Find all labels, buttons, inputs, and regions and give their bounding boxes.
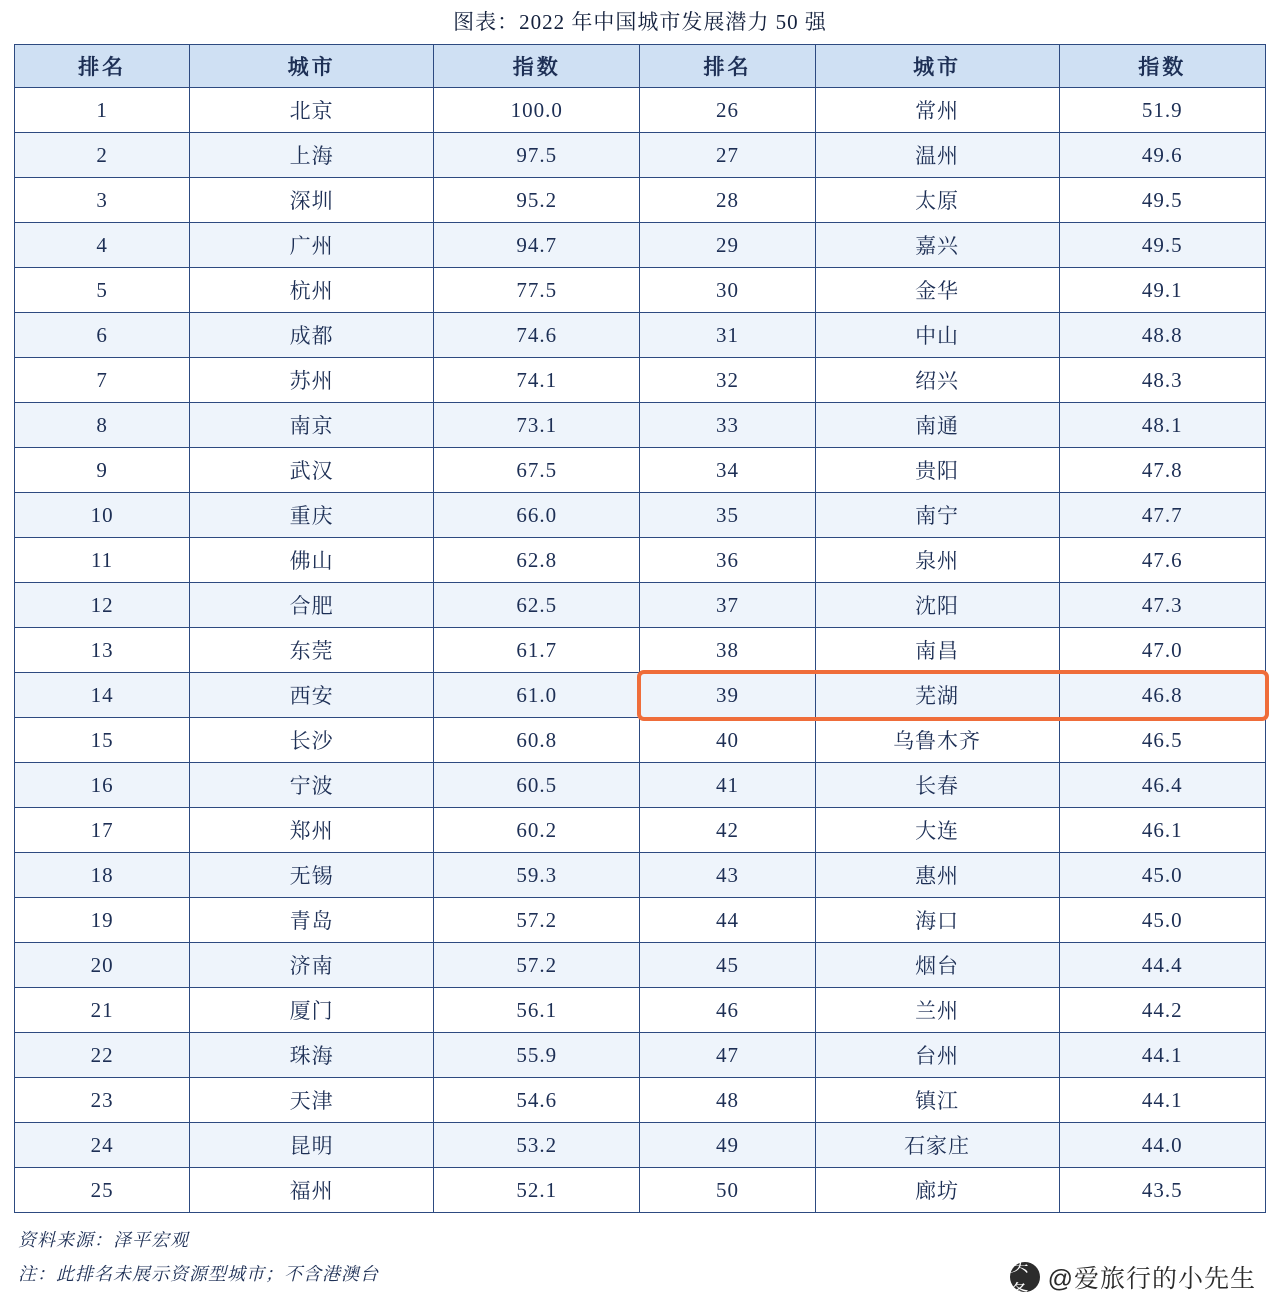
cell-city-left: 深圳: [190, 178, 434, 223]
cell-city-left: 北京: [190, 88, 434, 133]
cell-index-right: 47.3: [1059, 583, 1265, 628]
cell-rank-left: 23: [15, 1078, 190, 1123]
cell-index-left: 60.8: [434, 718, 640, 763]
cell-index-right: 47.0: [1059, 628, 1265, 673]
cell-rank-right: 37: [640, 583, 815, 628]
column-header-rank-left: 排名: [15, 45, 190, 88]
cell-index-left: 95.2: [434, 178, 640, 223]
cell-rank-left: 16: [15, 763, 190, 808]
cell-city-right: 惠州: [815, 853, 1059, 898]
cell-index-left: 94.7: [434, 223, 640, 268]
cell-city-left: 郑州: [190, 808, 434, 853]
table-row: [15, 583, 1266, 628]
cell-index-right: 49.6: [1059, 133, 1265, 178]
table-row: [15, 133, 1266, 178]
cell-city-left: 南京: [190, 403, 434, 448]
cell-rank-right: 26: [640, 88, 815, 133]
cell-city-left: 昆明: [190, 1123, 434, 1168]
cell-rank-left: 8: [15, 403, 190, 448]
cell-city-right: 南宁: [815, 493, 1059, 538]
cell-rank-right: 40: [640, 718, 815, 763]
watermark: [1009, 1255, 1256, 1303]
cell-rank-left: 24: [15, 1123, 190, 1168]
table-row: [15, 358, 1266, 403]
cell-index-right: 44.0: [1059, 1123, 1265, 1168]
cell-rank-left: 25: [15, 1168, 190, 1213]
cell-city-left: 济南: [190, 943, 434, 988]
cell-rank-right: 31: [640, 313, 815, 358]
cell-index-left: 67.5: [434, 448, 640, 493]
cell-rank-right: 42: [640, 808, 815, 853]
cell-index-right: 44.4: [1059, 943, 1265, 988]
table-row: [15, 673, 1266, 718]
table-row: [15, 988, 1266, 1033]
table-row: [15, 223, 1266, 268]
cell-city-left: 成都: [190, 313, 434, 358]
cell-index-left: 62.8: [434, 538, 640, 583]
table-row: [15, 88, 1266, 133]
table-header-row: [15, 45, 1266, 88]
cell-index-left: 60.2: [434, 808, 640, 853]
cell-rank-right: 49: [640, 1123, 815, 1168]
cell-city-right: 台州: [815, 1033, 1059, 1078]
table-body: [15, 88, 1266, 1213]
table-header: [15, 45, 1266, 88]
city-ranking-table: [14, 44, 1266, 1213]
cell-city-right: 贵阳: [815, 448, 1059, 493]
cell-rank-left: 15: [15, 718, 190, 763]
cell-city-left: 福州: [190, 1168, 434, 1213]
page-title: 图表：2022 年中国城市发展潜力 50 强: [453, 10, 827, 34]
cell-index-right: 48.1: [1059, 403, 1265, 448]
cell-index-left: 74.1: [434, 358, 640, 403]
cell-rank-right: 45: [640, 943, 815, 988]
cell-city-left: 苏州: [190, 358, 434, 403]
cell-city-left: 厦门: [190, 988, 434, 1033]
cell-rank-right: 48: [640, 1078, 815, 1123]
cell-rank-left: 19: [15, 898, 190, 943]
column-header-index-left: 指数: [434, 45, 640, 88]
cell-rank-right: 46: [640, 988, 815, 1033]
cell-index-right: 46.5: [1059, 718, 1265, 763]
cell-index-right: 43.5: [1059, 1168, 1265, 1213]
cell-city-right: 海口: [815, 898, 1059, 943]
cell-index-left: 59.3: [434, 853, 640, 898]
cell-index-left: 55.9: [434, 1033, 640, 1078]
cell-city-left: 长沙: [190, 718, 434, 763]
cell-city-right: 绍兴: [815, 358, 1059, 403]
cell-rank-left: 10: [15, 493, 190, 538]
cell-city-right: 芜湖: [815, 673, 1059, 718]
cell-rank-left: 12: [15, 583, 190, 628]
cell-rank-right: 33: [640, 403, 815, 448]
cell-city-left: 武汉: [190, 448, 434, 493]
table-row: [15, 403, 1266, 448]
table-row: [15, 763, 1266, 808]
cell-city-left: 上海: [190, 133, 434, 178]
cell-city-right: 大连: [815, 808, 1059, 853]
cell-city-right: 廊坊: [815, 1168, 1059, 1213]
cell-rank-left: 17: [15, 808, 190, 853]
cell-index-right: 44.1: [1059, 1078, 1265, 1123]
table-row: [15, 943, 1266, 988]
table-row: [15, 493, 1266, 538]
cell-rank-right: 28: [640, 178, 815, 223]
cell-index-right: 48.3: [1059, 358, 1265, 403]
cell-index-left: 52.1: [434, 1168, 640, 1213]
cell-rank-right: 34: [640, 448, 815, 493]
cell-index-right: 47.7: [1059, 493, 1265, 538]
cell-city-left: 杭州: [190, 268, 434, 313]
cell-city-left: 东莞: [190, 628, 434, 673]
cell-index-right: 51.9: [1059, 88, 1265, 133]
cell-rank-left: 20: [15, 943, 190, 988]
cell-rank-left: 11: [15, 538, 190, 583]
cell-rank-left: 7: [15, 358, 190, 403]
cell-index-left: 57.2: [434, 898, 640, 943]
watermark-text: @爱旅行的小先生: [1047, 1265, 1256, 1293]
cell-index-left: 56.1: [434, 988, 640, 1033]
cell-index-left: 66.0: [434, 493, 640, 538]
table-row: [15, 178, 1266, 223]
footer: [0, 1223, 1280, 1309]
cell-index-left: 74.6: [434, 313, 640, 358]
table-row: [15, 538, 1266, 583]
column-header-city-right: 城市: [815, 45, 1059, 88]
cell-rank-right: 39: [640, 673, 815, 718]
cell-city-right: 温州: [815, 133, 1059, 178]
cell-index-right: 46.1: [1059, 808, 1265, 853]
cell-index-right: 47.6: [1059, 538, 1265, 583]
cell-rank-left: 4: [15, 223, 190, 268]
cell-rank-right: 32: [640, 358, 815, 403]
column-header-index-right: 指数: [1059, 45, 1265, 88]
cell-rank-right: 47: [640, 1033, 815, 1078]
cell-rank-left: 13: [15, 628, 190, 673]
cell-rank-left: 3: [15, 178, 190, 223]
table-row: [15, 268, 1266, 313]
cell-city-left: 佛山: [190, 538, 434, 583]
table-row: [15, 1078, 1266, 1123]
table-row: [15, 1033, 1266, 1078]
cell-city-left: 青岛: [190, 898, 434, 943]
cell-city-right: 沈阳: [815, 583, 1059, 628]
cell-rank-left: 14: [15, 673, 190, 718]
cell-city-right: 兰州: [815, 988, 1059, 1033]
cell-index-right: 46.8: [1059, 673, 1265, 718]
cell-city-right: 镇江: [815, 1078, 1059, 1123]
cell-city-right: 南昌: [815, 628, 1059, 673]
cell-city-left: 西安: [190, 673, 434, 718]
cell-city-right: 泉州: [815, 538, 1059, 583]
cell-rank-right: 50: [640, 1168, 815, 1213]
cell-index-right: 49.1: [1059, 268, 1265, 313]
cell-rank-left: 9: [15, 448, 190, 493]
cell-city-right: 烟台: [815, 943, 1059, 988]
cell-index-right: 49.5: [1059, 178, 1265, 223]
cell-city-left: 广州: [190, 223, 434, 268]
cell-rank-left: 6: [15, 313, 190, 358]
cell-rank-right: 38: [640, 628, 815, 673]
cell-city-left: 珠海: [190, 1033, 434, 1078]
cell-index-left: 61.7: [434, 628, 640, 673]
table-row: [15, 313, 1266, 358]
cell-index-left: 60.5: [434, 763, 640, 808]
table-row: [15, 448, 1266, 493]
cell-rank-right: 43: [640, 853, 815, 898]
cell-rank-left: 1: [15, 88, 190, 133]
cell-city-left: 合肥: [190, 583, 434, 628]
cell-index-right: 45.0: [1059, 898, 1265, 943]
cell-index-left: 57.2: [434, 943, 640, 988]
cell-index-left: 61.0: [434, 673, 640, 718]
cell-index-left: 73.1: [434, 403, 640, 448]
footnote-note: 注：此排名未展示资源型城市；不含港澳台: [18, 1264, 379, 1285]
cell-rank-right: 41: [640, 763, 815, 808]
cell-index-right: 46.4: [1059, 763, 1265, 808]
cell-city-right: 乌鲁木齐: [815, 718, 1059, 763]
cell-rank-left: 21: [15, 988, 190, 1033]
table-row: [15, 718, 1266, 763]
cell-index-right: 49.5: [1059, 223, 1265, 268]
cell-rank-left: 22: [15, 1033, 190, 1078]
cell-index-left: 62.5: [434, 583, 640, 628]
cell-city-left: 天津: [190, 1078, 434, 1123]
footnote-source: 资料来源：泽平宏观: [18, 1230, 189, 1250]
column-header-city-left: 城市: [190, 45, 434, 88]
cell-city-left: 重庆: [190, 493, 434, 538]
cell-rank-left: 5: [15, 268, 190, 313]
table-row: [15, 628, 1266, 673]
cell-city-right: 太原: [815, 178, 1059, 223]
cell-city-right: 长春: [815, 763, 1059, 808]
cell-index-right: 44.2: [1059, 988, 1265, 1033]
cell-rank-right: 35: [640, 493, 815, 538]
cell-index-right: 45.0: [1059, 853, 1265, 898]
cell-city-right: 中山: [815, 313, 1059, 358]
cell-index-left: 97.5: [434, 133, 640, 178]
cell-index-left: 53.2: [434, 1123, 640, 1168]
cell-index-right: 48.8: [1059, 313, 1265, 358]
column-header-rank-right: 排名: [640, 45, 815, 88]
cell-index-right: 44.1: [1059, 1033, 1265, 1078]
cell-rank-left: 18: [15, 853, 190, 898]
cell-rank-right: 29: [640, 223, 815, 268]
cell-rank-right: 44: [640, 898, 815, 943]
toutiao-badge-icon: 头条: [1010, 1262, 1040, 1292]
table-row: [15, 853, 1266, 898]
cell-city-right: 嘉兴: [815, 223, 1059, 268]
cell-city-right: 南通: [815, 403, 1059, 448]
table-row: [15, 898, 1266, 943]
cell-city-right: 常州: [815, 88, 1059, 133]
cell-index-right: 47.8: [1059, 448, 1265, 493]
cell-rank-left: 2: [15, 133, 190, 178]
table-row: [15, 808, 1266, 853]
cell-index-left: 54.6: [434, 1078, 640, 1123]
cell-city-right: 石家庄: [815, 1123, 1059, 1168]
cell-city-left: 无锡: [190, 853, 434, 898]
table-row: [15, 1123, 1266, 1168]
cell-rank-right: 27: [640, 133, 815, 178]
table-row: [15, 1168, 1266, 1213]
table-container: [14, 44, 1266, 1213]
cell-index-left: 100.0: [434, 88, 640, 133]
cell-index-left: 77.5: [434, 268, 640, 313]
cell-rank-right: 36: [640, 538, 815, 583]
cell-city-left: 宁波: [190, 763, 434, 808]
cell-rank-right: 30: [640, 268, 815, 313]
cell-city-right: 金华: [815, 268, 1059, 313]
